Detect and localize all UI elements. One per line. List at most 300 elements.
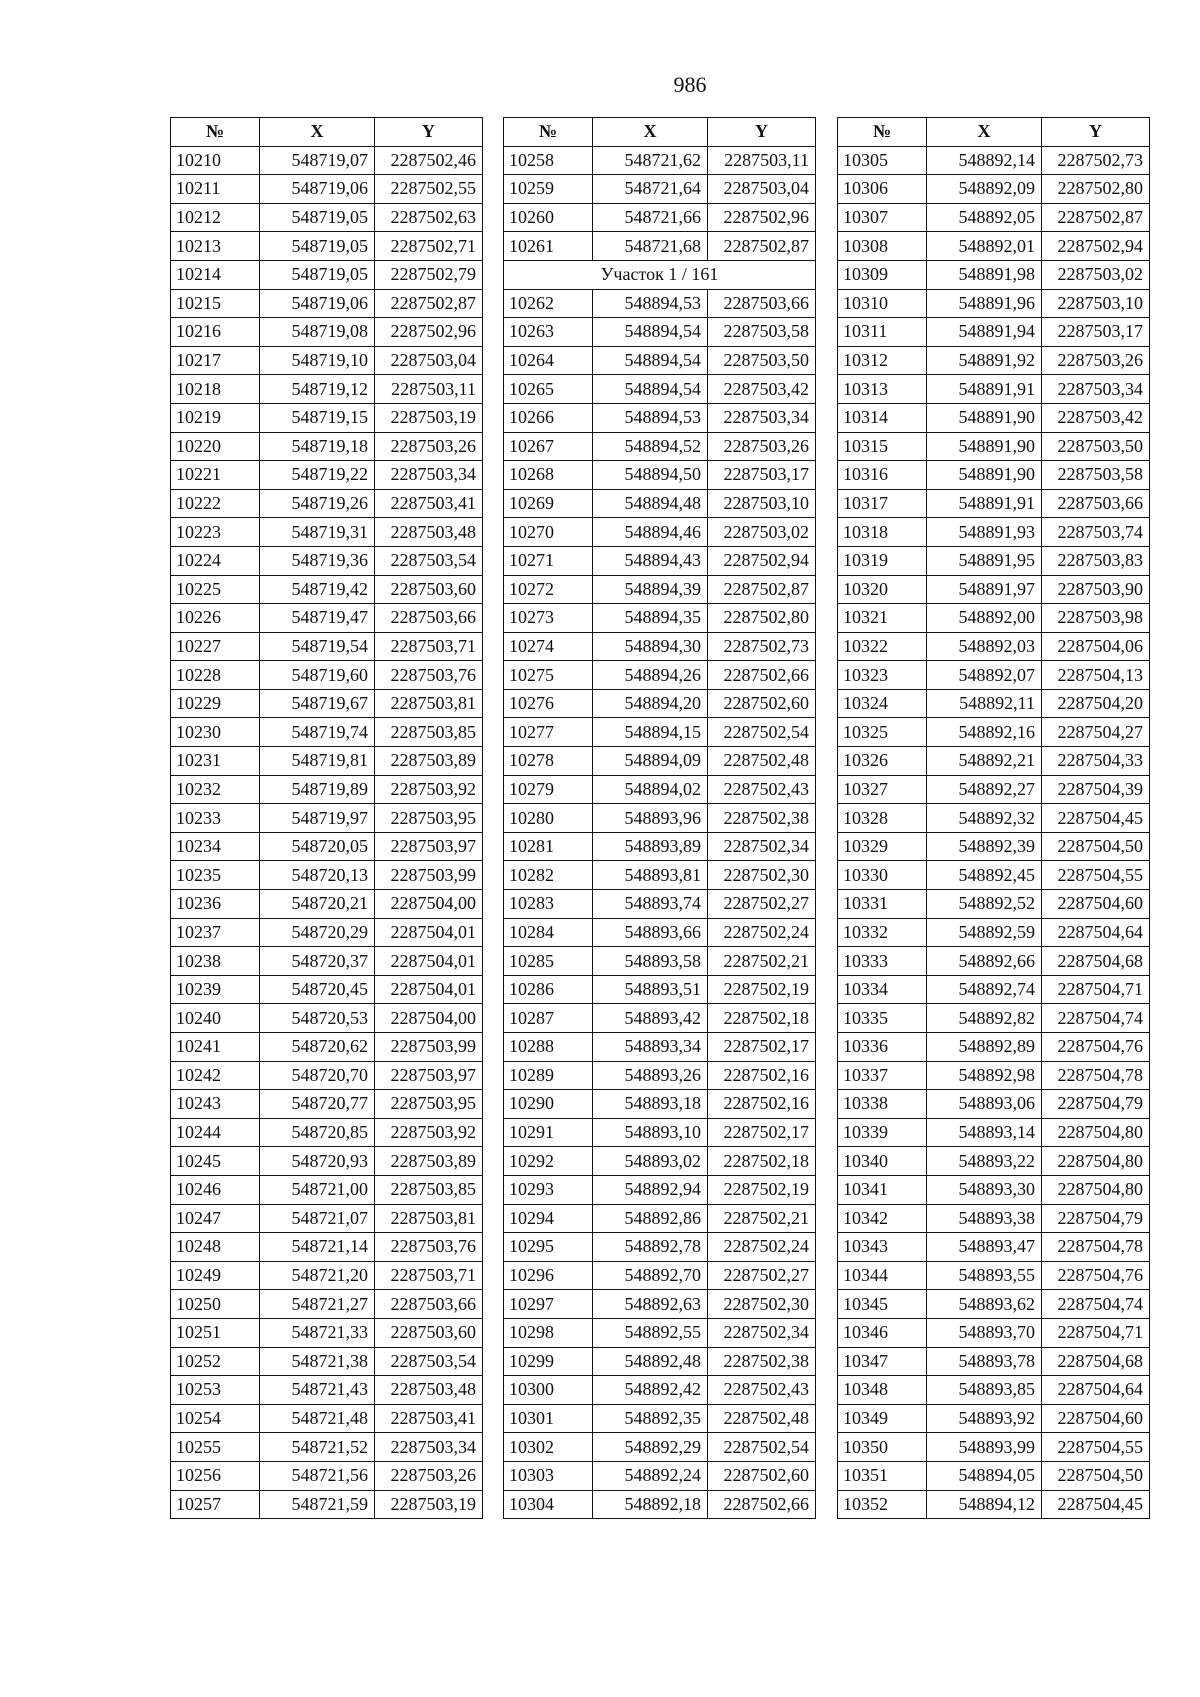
cell-y: 2287504,68 [1042,947,1150,976]
table-row [838,518,1150,547]
cell-x: 548894,15 [593,718,708,747]
cell-number: 10255 [171,1433,260,1462]
cell-x: 548893,74 [593,890,708,919]
table-row [504,175,816,204]
cell-y: 2287504,50 [1042,832,1150,861]
cell-y: 2287504,13 [1042,661,1150,690]
cell-number: 10230 [171,718,260,747]
cell-x: 548894,05 [927,1461,1042,1490]
cell-number: 10249 [171,1261,260,1290]
cell-x: 548719,47 [260,604,375,633]
cell-y: 2287503,66 [708,289,816,318]
cell-y: 2287502,80 [708,604,816,633]
cell-x: 548892,14 [927,146,1042,175]
cell-number: 10252 [171,1347,260,1376]
cell-x: 548894,54 [593,318,708,347]
cell-number: 10250 [171,1290,260,1319]
cell-number: 10278 [504,747,593,776]
cell-number: 10266 [504,403,593,432]
cell-x: 548893,42 [593,1004,708,1033]
cell-number: 10224 [171,546,260,575]
table-row [504,489,816,518]
table-row [171,1061,483,1090]
page-number: 986 [673,72,707,97]
cell-x: 548893,18 [593,1090,708,1119]
cell-x: 548894,09 [593,747,708,776]
cell-y: 2287502,38 [708,1347,816,1376]
cell-x: 548893,22 [927,1147,1042,1176]
cell-number: 10322 [838,632,927,661]
table-header [838,118,1150,147]
cell-y: 2287502,30 [708,861,816,890]
cell-y: 2287502,27 [708,1261,816,1290]
cell-x: 548719,05 [260,203,375,232]
cell-y: 2287502,38 [708,804,816,833]
cell-number: 10231 [171,747,260,776]
table-row [171,1347,483,1376]
cell-x: 548892,18 [593,1490,708,1519]
table-row [504,346,816,375]
cell-number: 10211 [171,175,260,204]
cell-number: 10318 [838,518,927,547]
cell-x: 548894,54 [593,346,708,375]
cell-x: 548893,78 [927,1347,1042,1376]
cell-number: 10304 [504,1490,593,1519]
cell-y: 2287504,45 [1042,1490,1150,1519]
cell-number: 10320 [838,575,927,604]
table-row [171,1404,483,1433]
cell-number: 10264 [504,346,593,375]
table-row [838,403,1150,432]
table-row [171,1204,483,1233]
table-row [171,1490,483,1519]
table-row [171,575,483,604]
cell-y: 2287503,26 [375,432,483,461]
cell-number: 10283 [504,890,593,919]
table-header [504,118,816,147]
cell-number: 10328 [838,804,927,833]
cell-number: 10221 [171,461,260,490]
cell-y: 2287503,97 [375,832,483,861]
table-row [171,175,483,204]
cell-y: 2287504,60 [1042,890,1150,919]
table-row [838,232,1150,261]
cell-y: 2287502,94 [1042,232,1150,261]
cell-y: 2287503,26 [708,432,816,461]
cell-number: 10298 [504,1318,593,1347]
cell-y: 2287502,94 [708,546,816,575]
cell-x: 548719,60 [260,661,375,690]
cell-y: 2287503,50 [1042,432,1150,461]
table-row [504,1118,816,1147]
cell-x: 548892,32 [927,804,1042,833]
cell-y: 2287503,58 [708,318,816,347]
cell-y: 2287503,42 [1042,403,1150,432]
cell-x: 548721,14 [260,1233,375,1262]
table-row [171,918,483,947]
table-row [171,1033,483,1062]
cell-y: 2287502,48 [708,1404,816,1433]
table-row [838,1318,1150,1347]
cell-number: 10241 [171,1033,260,1062]
table-row [171,289,483,318]
cell-x: 548721,07 [260,1204,375,1233]
cell-number: 10295 [504,1233,593,1262]
table-row [838,1090,1150,1119]
cell-x: 548893,34 [593,1033,708,1062]
cell-y: 2287503,41 [375,1404,483,1433]
cell-y: 2287502,87 [1042,203,1150,232]
table-row [504,1490,816,1519]
cell-y: 2287504,60 [1042,1404,1150,1433]
cell-x: 548720,45 [260,975,375,1004]
cell-x: 548720,93 [260,1147,375,1176]
cell-x: 548719,22 [260,461,375,490]
cell-y: 2287504,33 [1042,747,1150,776]
cell-y: 2287502,43 [708,1376,816,1405]
cell-number: 10281 [504,832,593,861]
cell-y: 2287503,81 [375,689,483,718]
cell-y: 2287502,87 [375,289,483,318]
cell-x: 548892,29 [593,1433,708,1462]
cell-x: 548891,98 [927,260,1042,289]
cell-y: 2287504,78 [1042,1061,1150,1090]
cell-number: 10228 [171,661,260,690]
cell-y: 2287502,66 [708,661,816,690]
cell-x: 548721,59 [260,1490,375,1519]
table-row [171,461,483,490]
cell-y: 2287502,54 [708,1433,816,1462]
cell-x: 548719,89 [260,775,375,804]
table-row [838,1290,1150,1319]
cell-y: 2287503,99 [375,1033,483,1062]
cell-x: 548893,26 [593,1061,708,1090]
cell-y: 2287504,80 [1042,1147,1150,1176]
table-row [838,461,1150,490]
cell-x: 548893,89 [593,832,708,861]
table-row [171,1004,483,1033]
cell-number: 10338 [838,1090,927,1119]
table-body [504,146,816,1519]
cell-x: 548893,47 [927,1233,1042,1262]
cell-number: 10284 [504,918,593,947]
table-row [171,489,483,518]
table-row [171,1433,483,1462]
table-row [838,1404,1150,1433]
table-row [171,1290,483,1319]
cell-y: 2287503,04 [708,175,816,204]
cell-y: 2287502,24 [708,918,816,947]
table-row [838,890,1150,919]
cell-x: 548893,10 [593,1118,708,1147]
table-row [838,975,1150,1004]
cell-number: 10277 [504,718,593,747]
cell-y: 2287503,26 [375,1461,483,1490]
table-row [171,203,483,232]
cell-number: 10302 [504,1433,593,1462]
cell-y: 2287503,89 [375,747,483,776]
cell-number: 10260 [504,203,593,232]
cell-number: 10259 [504,175,593,204]
header-x: X [593,118,708,147]
cell-number: 10273 [504,604,593,633]
cell-number: 10268 [504,461,593,490]
cell-y: 2287502,43 [708,775,816,804]
cell-x: 548893,66 [593,918,708,947]
cell-number: 10336 [838,1033,927,1062]
table-row [504,632,816,661]
table-row [838,689,1150,718]
cell-x: 548892,98 [927,1061,1042,1090]
cell-number: 10347 [838,1347,927,1376]
cell-x: 548894,20 [593,689,708,718]
cell-number: 10217 [171,346,260,375]
table-row [171,318,483,347]
cell-number: 10254 [171,1404,260,1433]
cell-number: 10299 [504,1347,593,1376]
cell-number: 10350 [838,1433,927,1462]
cell-y: 2287503,85 [375,1175,483,1204]
table-row [838,375,1150,404]
cell-number: 10285 [504,947,593,976]
cell-x: 548719,74 [260,718,375,747]
coordinates-table-3 [837,117,1150,1519]
cell-number: 10326 [838,747,927,776]
cell-y: 2287503,76 [375,1233,483,1262]
table-row [838,861,1150,890]
cell-y: 2287503,50 [708,346,816,375]
cell-y: 2287503,10 [708,489,816,518]
cell-x: 548893,96 [593,804,708,833]
table-row [171,432,483,461]
table-row [171,546,483,575]
cell-x: 548719,31 [260,518,375,547]
cell-number: 10349 [838,1404,927,1433]
table-row [504,1261,816,1290]
cell-number: 10251 [171,1318,260,1347]
cell-x: 548892,27 [927,775,1042,804]
cell-y: 2287503,34 [375,1433,483,1462]
cell-x: 548892,07 [927,661,1042,690]
cell-number: 10324 [838,689,927,718]
cell-y: 2287503,02 [1042,260,1150,289]
cell-y: 2287502,48 [708,747,816,776]
cell-y: 2287504,00 [375,1004,483,1033]
cell-number: 10289 [504,1061,593,1090]
table-row [171,718,483,747]
cell-y: 2287504,27 [1042,718,1150,747]
cell-number: 10227 [171,632,260,661]
cell-x: 548719,08 [260,318,375,347]
cell-number: 10340 [838,1147,927,1176]
cell-y: 2287502,24 [708,1233,816,1262]
cell-y: 2287504,01 [375,918,483,947]
cell-x: 548721,27 [260,1290,375,1319]
cell-x: 548893,55 [927,1261,1042,1290]
cell-x: 548892,24 [593,1461,708,1490]
cell-x: 548720,62 [260,1033,375,1062]
table-row [504,747,816,776]
cell-number: 10247 [171,1204,260,1233]
cell-x: 548719,12 [260,375,375,404]
cell-number: 10253 [171,1376,260,1405]
cell-y: 2287502,87 [708,232,816,261]
cell-y: 2287502,30 [708,1290,816,1319]
cell-number: 10269 [504,489,593,518]
cell-number: 10235 [171,861,260,890]
table-row [171,1376,483,1405]
table-row [838,1490,1150,1519]
table-row [504,832,816,861]
table-row [838,1004,1150,1033]
cell-number: 10256 [171,1461,260,1490]
cell-x: 548891,96 [927,289,1042,318]
cell-y: 2287502,18 [708,1004,816,1033]
cell-y: 2287503,48 [375,518,483,547]
cell-x: 548721,20 [260,1261,375,1290]
cell-number: 10334 [838,975,927,1004]
cell-y: 2287504,80 [1042,1175,1150,1204]
cell-number: 10280 [504,804,593,833]
cell-y: 2287502,71 [375,232,483,261]
cell-number: 10313 [838,375,927,404]
cell-y: 2287504,74 [1042,1004,1150,1033]
table-row [504,461,816,490]
cell-y: 2287503,54 [375,546,483,575]
cell-y: 2287503,90 [1042,575,1150,604]
table-row [838,1461,1150,1490]
cell-number: 10223 [171,518,260,547]
table-row [838,1147,1150,1176]
cell-y: 2287502,21 [708,947,816,976]
cell-y: 2287504,55 [1042,1433,1150,1462]
cell-x: 548891,97 [927,575,1042,604]
cell-number: 10229 [171,689,260,718]
cell-number: 10315 [838,432,927,461]
cell-number: 10219 [171,403,260,432]
table-row [171,518,483,547]
table-body [171,146,483,1519]
cell-x: 548893,02 [593,1147,708,1176]
cell-x: 548891,92 [927,346,1042,375]
header-x: X [260,118,375,147]
table-row [171,1233,483,1262]
table-row [504,1433,816,1462]
cell-x: 548720,37 [260,947,375,976]
cell-number: 10246 [171,1175,260,1204]
cell-x: 548721,64 [593,175,708,204]
cell-number: 10275 [504,661,593,690]
cell-x: 548719,97 [260,804,375,833]
cell-number: 10265 [504,375,593,404]
cell-number: 10310 [838,289,927,318]
cell-y: 2287503,10 [1042,289,1150,318]
cell-number: 10267 [504,432,593,461]
table-row [838,175,1150,204]
cell-x: 548893,70 [927,1318,1042,1347]
table-row [504,146,816,175]
cell-number: 10308 [838,232,927,261]
cell-y: 2287502,19 [708,1175,816,1204]
cell-y: 2287502,96 [375,318,483,347]
table-row [838,203,1150,232]
table-row [171,1090,483,1119]
cell-number: 10216 [171,318,260,347]
table-row [838,1347,1150,1376]
cell-number: 10212 [171,203,260,232]
cell-x: 548892,78 [593,1233,708,1262]
cell-x: 548892,52 [927,890,1042,919]
table-row [504,1061,816,1090]
table-row [504,918,816,947]
cell-number: 10233 [171,804,260,833]
cell-y: 2287502,79 [375,260,483,289]
cell-y: 2287504,68 [1042,1347,1150,1376]
cell-y: 2287503,34 [1042,375,1150,404]
cell-y: 2287503,02 [708,518,816,547]
table-row [838,1118,1150,1147]
cell-number: 10226 [171,604,260,633]
cell-x: 548894,02 [593,775,708,804]
cell-x: 548719,15 [260,403,375,432]
cell-y: 2287504,80 [1042,1118,1150,1147]
table-row [171,346,483,375]
cell-y: 2287502,66 [708,1490,816,1519]
cell-x: 548893,38 [927,1204,1042,1233]
cell-number: 10215 [171,289,260,318]
cell-number: 10339 [838,1118,927,1147]
cell-number: 10332 [838,918,927,947]
cell-y: 2287503,76 [375,661,483,690]
cell-y: 2287503,19 [375,1490,483,1519]
cell-y: 2287503,34 [375,461,483,490]
cell-y: 2287503,58 [1042,461,1150,490]
cell-x: 548891,94 [927,318,1042,347]
cell-y: 2287504,79 [1042,1204,1150,1233]
cell-number: 10311 [838,318,927,347]
cell-x: 548719,54 [260,632,375,661]
table-row [171,375,483,404]
cell-y: 2287504,39 [1042,775,1150,804]
table-row [504,604,816,633]
cell-number: 10271 [504,546,593,575]
table-row [171,775,483,804]
cell-y: 2287504,64 [1042,1376,1150,1405]
cell-number: 10309 [838,260,927,289]
table-row [838,832,1150,861]
table-row [838,1033,1150,1062]
cell-x: 548892,45 [927,861,1042,890]
cell-y: 2287504,20 [1042,689,1150,718]
cell-number: 10220 [171,432,260,461]
cell-y: 2287504,50 [1042,1461,1150,1490]
cell-number: 10314 [838,403,927,432]
cell-x: 548719,36 [260,546,375,575]
cell-number: 10351 [838,1461,927,1490]
table-row [171,1261,483,1290]
table-row [504,689,816,718]
cell-x: 548721,38 [260,1347,375,1376]
cell-x: 548720,53 [260,1004,375,1033]
table-row [171,632,483,661]
cell-x: 548892,03 [927,632,1042,661]
cell-x: 548721,00 [260,1175,375,1204]
cell-number: 10237 [171,918,260,947]
cell-y: 2287503,19 [375,403,483,432]
cell-y: 2287502,16 [708,1061,816,1090]
table-row [504,1233,816,1262]
cell-y: 2287502,21 [708,1204,816,1233]
